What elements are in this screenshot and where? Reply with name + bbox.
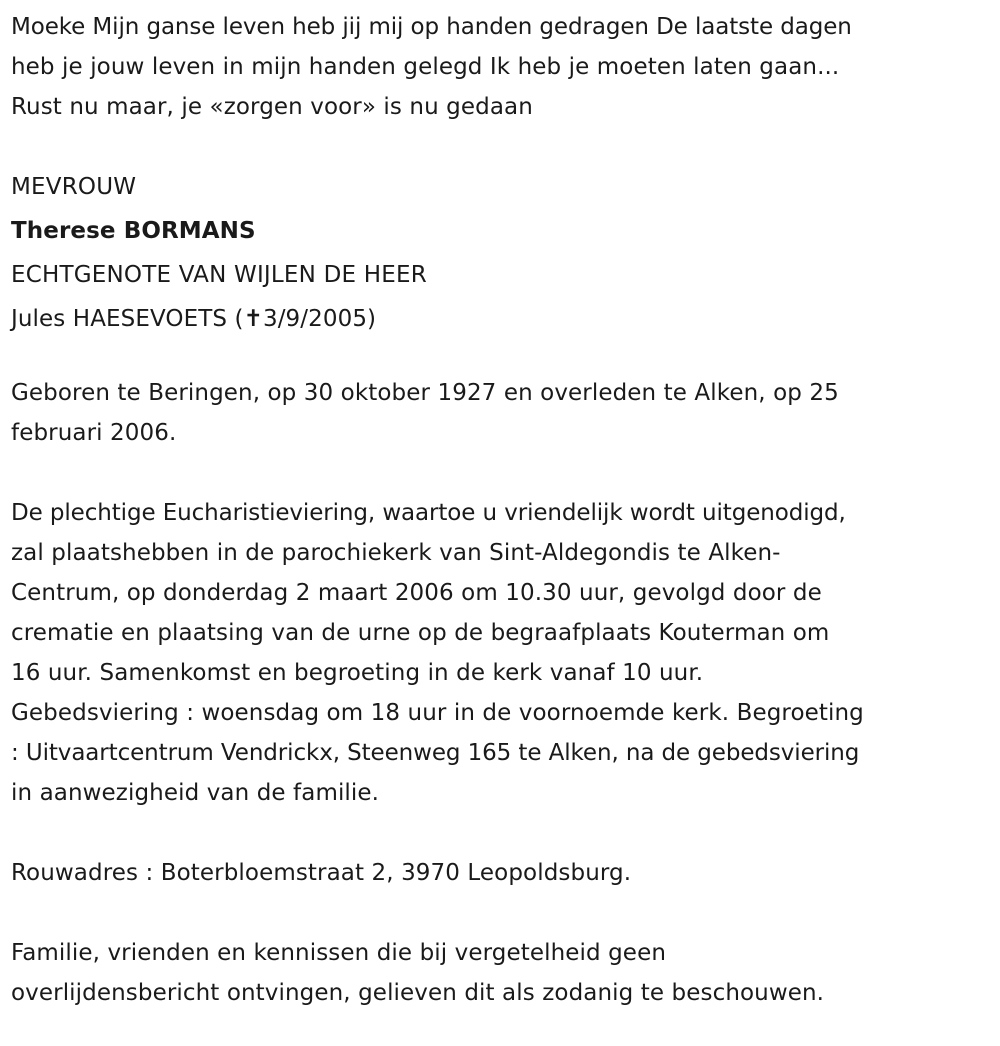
ceremony-line: zal plaatshebben in de parochiekerk van Sint-Aldegondis te Alken- [11, 540, 781, 566]
ceremony-line: De plechtige Eucharistieviering, waartoe u vriendelijk wordt uitgenodigd, [11, 500, 846, 526]
ceremony-line: 16 uur. Samenkomst en begroeting in de kerk vanaf 10 uur. [11, 660, 704, 686]
poem-line: heb je jouw leven in mijn handen gelegd Ik heb je moeten laten gaan... [11, 54, 840, 80]
closing-line: overlijdensbericht ontvingen, gelieven dit als zodanig te beschouwen. [11, 980, 825, 1006]
poem-block [11, 7, 991, 127]
spacer [11, 127, 991, 167]
ceremony-line: in aanwezigheid van de familie. [11, 780, 380, 806]
birth-death-line: februari 2006. [11, 420, 177, 446]
mourning-address: Rouwadres : Boterbloemstraat 2, 3970 Leopoldsburg. [11, 860, 632, 886]
address-block [11, 853, 991, 893]
deceased-name: Therese BORMANS [11, 218, 256, 244]
birth-death-block [11, 373, 991, 453]
poem-line: Moeke Mijn ganse leven heb jij mij op handen gedragen De laatste dagen [11, 14, 852, 40]
deceased-title: MEVROUW [11, 174, 137, 200]
spacer [11, 813, 991, 853]
deceased-spouse: Jules HAESEVOETS (✝3/9/2005) [11, 306, 377, 332]
birth-death-line: Geboren te Beringen, op 30 oktober 1927 en overleden te Alken, op 25 [11, 380, 839, 406]
spacer [11, 453, 991, 493]
spacer [11, 893, 991, 933]
ceremony-line: Gebedsviering : woensdag om 18 uur in de voornoemde kerk. Begroeting [11, 700, 864, 726]
poem-line: Rust nu maar, je «zorgen voor» is nu gedaan [11, 94, 533, 120]
obituary-document [11, 7, 991, 1013]
ceremony-line: Centrum, op donderdag 2 maart 2006 om 10.30 uur, gevolgd door de [11, 580, 822, 606]
ceremony-block [11, 493, 991, 813]
deceased-relation: ECHTGENOTE VAN WIJLEN DE HEER [11, 262, 427, 288]
ceremony-line: crematie en plaatsing van de urne op de begraafplaats Kouterman om [11, 620, 830, 646]
closing-line: Familie, vrienden en kennissen die bij vergetelheid geen [11, 940, 666, 966]
spacer [11, 343, 991, 373]
deceased-block [11, 167, 991, 343]
ceremony-line: : Uitvaartcentrum Vendrickx, Steenweg 165 te Alken, na de gebedsviering [11, 740, 860, 766]
closing-block [11, 933, 991, 1013]
